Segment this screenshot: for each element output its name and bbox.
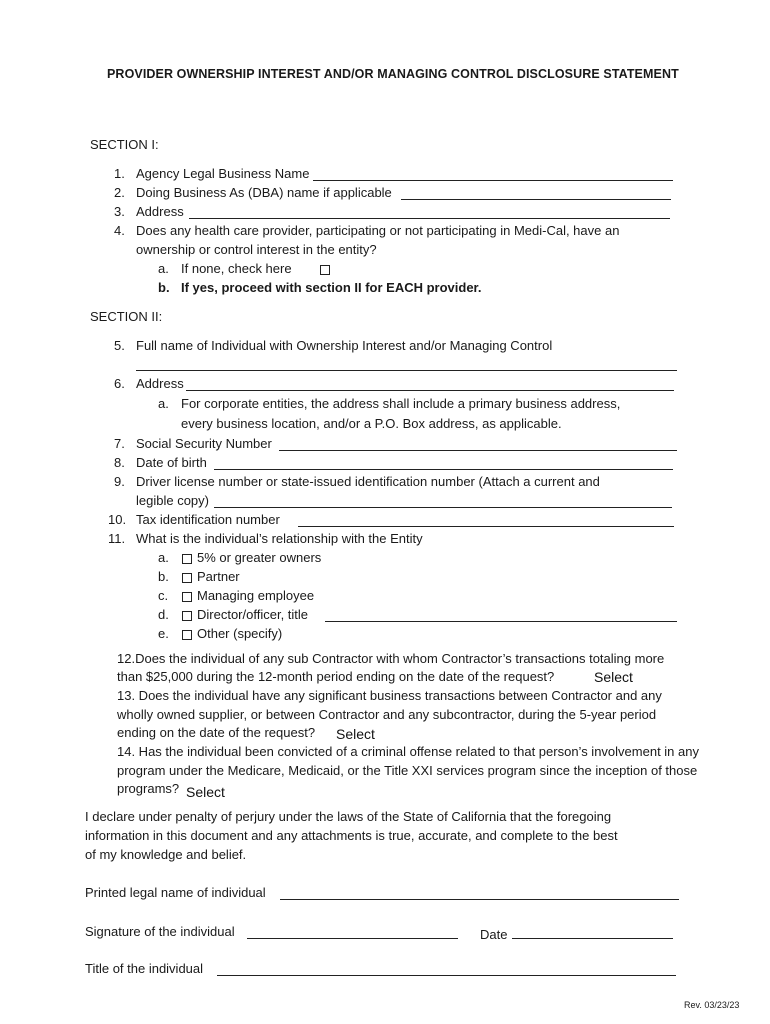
revision-date: Rev. 03/23/23 [684, 1000, 740, 1010]
section-2-heading: SECTION II: [90, 309, 163, 324]
ssn-field[interactable] [279, 450, 677, 451]
sub-b-number: b. [158, 280, 170, 295]
page-title: PROVIDER OWNERSHIP INTEREST AND/OR MANAGING CONTROL DISCLOSURE STATEMENT [107, 67, 679, 81]
item-4-label-cont: ownership or control interest in the entity? [136, 242, 377, 257]
dba-name-field[interactable] [401, 199, 671, 200]
drivers-license-field[interactable] [214, 507, 672, 508]
q11-number: 11. [108, 531, 126, 546]
sub-b-label: If yes, proceed with section II for EACH provider. [181, 280, 482, 295]
other-checkbox[interactable] [182, 630, 192, 640]
q14-line3: programs? [117, 781, 180, 796]
rel-d-number: d. [158, 607, 169, 622]
q9-number: 9. [114, 474, 125, 489]
rel-c-label: Managing employee [197, 588, 315, 603]
managing-employee-checkbox[interactable] [182, 592, 192, 602]
tax-id-field[interactable] [298, 526, 674, 527]
q12-line1: 12.Does the individual of any sub Contractor with whom Contractor’s transactions totaling more [117, 651, 665, 666]
rel-a-number: a. [158, 550, 169, 565]
dob-field[interactable] [214, 469, 673, 470]
rel-a-label: 5% or greater owners [197, 550, 322, 565]
officer-title-field[interactable] [325, 621, 677, 622]
full-name-field[interactable] [136, 370, 677, 371]
q10-label: Tax identification number [136, 512, 280, 527]
q6-label: Address [136, 376, 184, 391]
agency-address-field[interactable] [189, 218, 670, 219]
q9-label: Driver license number or state-issued identification number (Attach a current and [136, 474, 600, 489]
director-officer-checkbox[interactable] [182, 611, 192, 621]
printed-name-label: Printed legal name of individual [85, 885, 266, 900]
item-3-label: Address [136, 204, 184, 219]
q9-label-cont: legible copy) [136, 493, 209, 508]
section-1-heading: SECTION I: [90, 137, 159, 152]
q8-label: Date of birth [136, 455, 207, 470]
q5-number: 5. [114, 338, 125, 353]
legal-business-name-field[interactable] [313, 180, 673, 181]
q13-select[interactable]: Select [336, 726, 375, 742]
q6a-number: a. [158, 396, 169, 411]
q13-line1: 13. Does the individual have any significant business transactions between Contractor and any [117, 688, 662, 703]
declaration-line1: I declare under penalty of perjury under the laws of the State of California that the foregoing [85, 809, 612, 824]
q13-line3: ending on the date of the request? [117, 725, 316, 740]
signature-field[interactable] [247, 938, 458, 939]
none-checkbox[interactable] [320, 265, 330, 275]
title-field[interactable] [217, 975, 676, 976]
q14-select[interactable]: Select [186, 784, 225, 800]
rel-b-number: b. [158, 569, 169, 584]
q6a-line2: every business location, and/or a P.O. Box address, as applicable. [181, 416, 562, 431]
rel-e-label: Other (specify) [197, 626, 283, 641]
item-2-label: Doing Business As (DBA) name if applicable [136, 185, 392, 200]
item-1-number: 1. [114, 166, 125, 181]
q6-number: 6. [114, 376, 125, 391]
item-4-number: 4. [114, 223, 125, 238]
q12-line2: than $25,000 during the 12-month period ending on the date of the request? [117, 669, 555, 684]
title-label: Title of the individual [85, 961, 204, 976]
item-4-label: Does any health care provider, participating or not participating in Medi-Cal, have an [136, 223, 620, 238]
item-2-number: 2. [114, 185, 125, 200]
q8-number: 8. [114, 455, 125, 470]
rel-d-label: Director/officer, title [197, 607, 309, 622]
q5-label: Full name of Individual with Ownership Interest and/or Managing Control [136, 338, 553, 353]
q10-number: 10. [108, 512, 127, 527]
rel-e-number: e. [158, 626, 169, 641]
q6a-line1: For corporate entities, the address shall include a primary business address, [181, 396, 621, 411]
q14-line2: program under the Medicare, Medicaid, or the Title XXI services program since the inception of those [117, 763, 698, 778]
partner-checkbox[interactable] [182, 573, 192, 583]
date-field[interactable] [512, 938, 673, 939]
rel-c-number: c. [158, 588, 169, 603]
q14-line1: 14. Has the individual been convicted of a criminal offense related to that person’s involvement in any [117, 744, 699, 759]
signature-label: Signature of the individual [85, 924, 235, 939]
sub-a-label: If none, check here [181, 261, 292, 276]
q12-select[interactable]: Select [594, 669, 633, 685]
q11-label: What is the individual’s relationship with the Entity [136, 531, 423, 546]
date-label: Date [480, 927, 508, 942]
q13-line2: wholly owned supplier, or between Contractor and any subcontractor, during the 5-year period [117, 707, 657, 722]
sub-a-number: a. [158, 261, 169, 276]
item-1-label: Agency Legal Business Name [136, 166, 310, 181]
rel-b-label: Partner [197, 569, 240, 584]
q7-number: 7. [114, 436, 125, 451]
q7-label: Social Security Number [136, 436, 272, 451]
owner-checkbox[interactable] [182, 554, 192, 564]
individual-address-field[interactable] [186, 390, 674, 391]
declaration-line2: information in this document and any attachments is true, accurate, and complete to the best [85, 828, 618, 843]
declaration-line3: of my knowledge and belief. [85, 847, 247, 862]
printed-name-field[interactable] [280, 899, 679, 900]
item-3-number: 3. [114, 204, 125, 219]
